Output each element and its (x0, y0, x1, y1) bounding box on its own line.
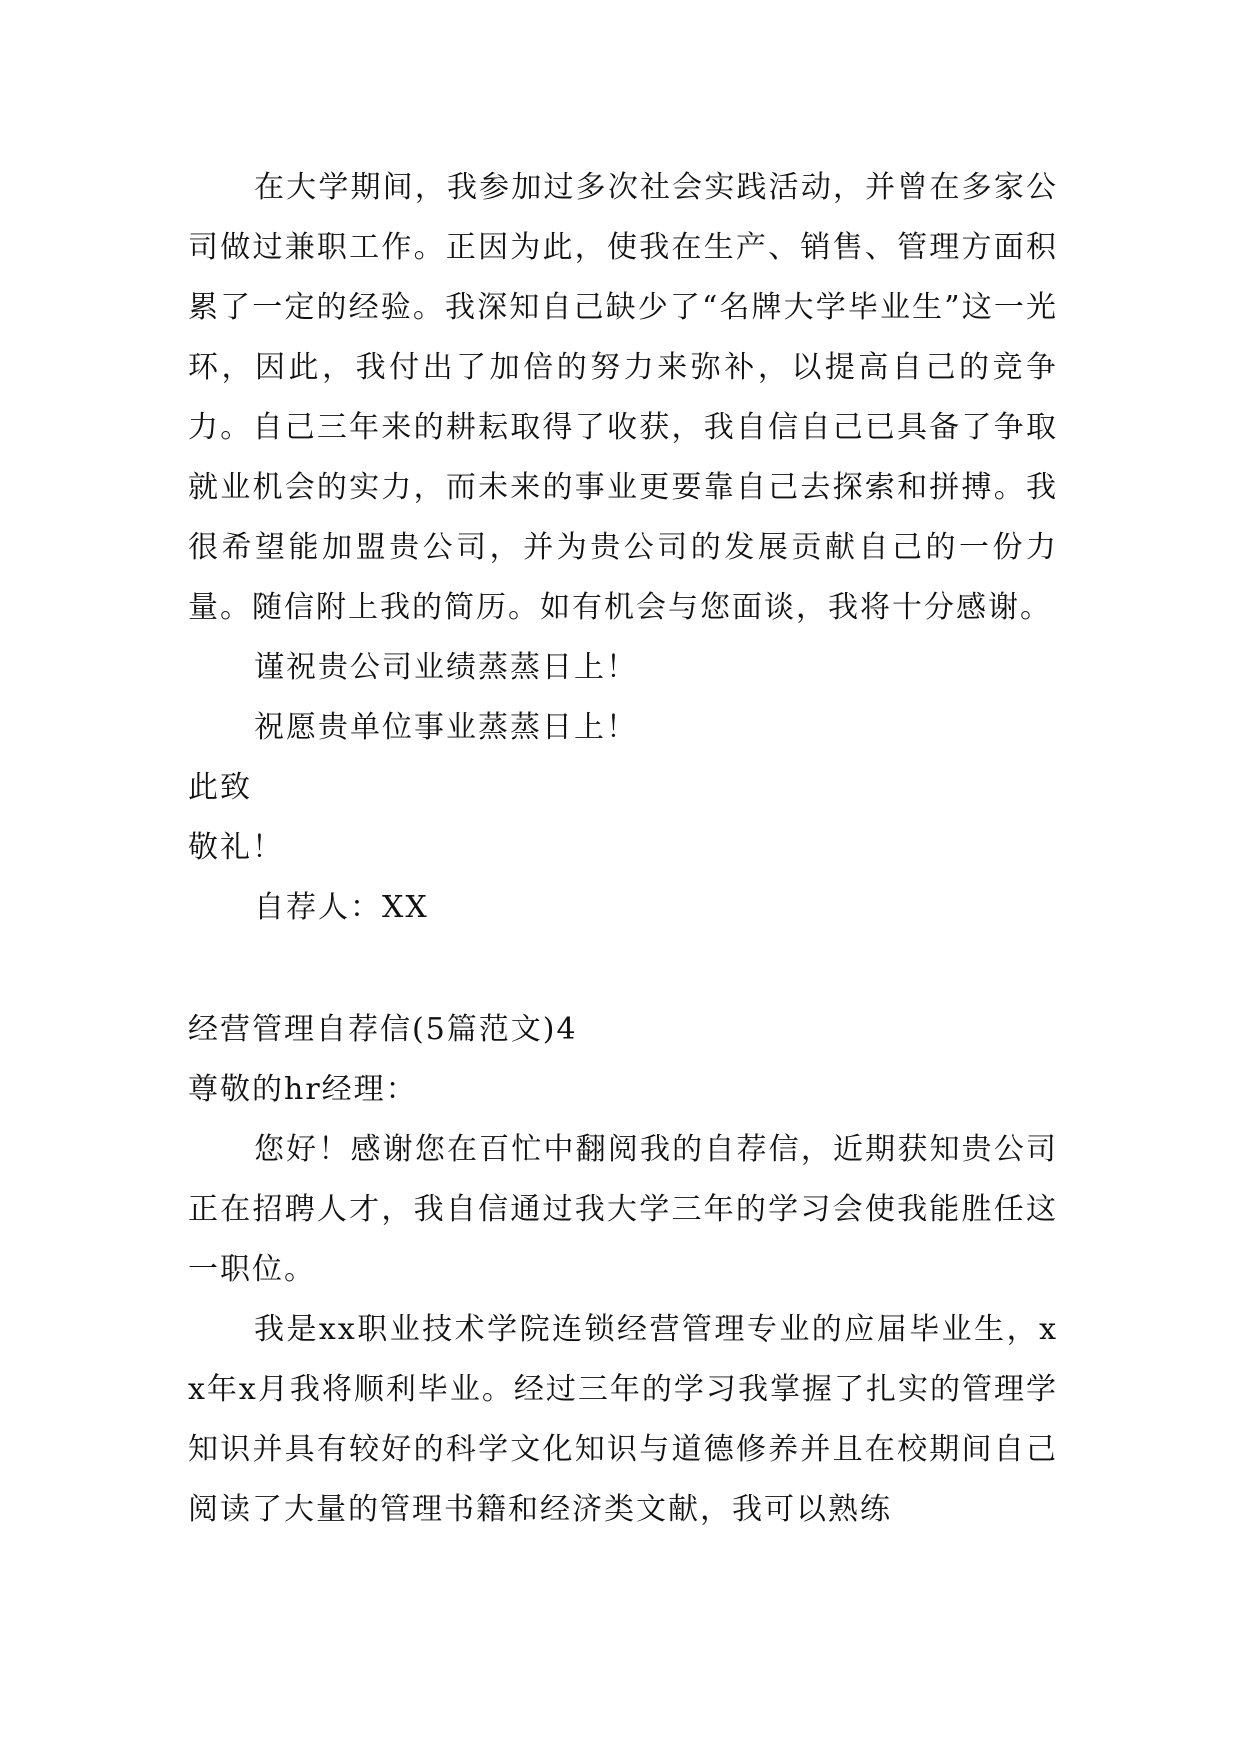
closing-wish: 谨祝贵公司业绩蒸蒸日上！ (254, 650, 638, 685)
document-body (188, 158, 1058, 1540)
signature: 自荐人：XX (254, 890, 429, 925)
closing-wish: 祝愿贵单位事业蒸蒸日上！ (254, 710, 638, 745)
section-title: 经营管理自荐信(5篇范文)4 (188, 1012, 578, 1047)
body-paragraph: 您好！感谢您在百忙中翻阅我的自荐信，近期获知贵公司正在招聘人才，我自信通过我大学三年的学习会使我能胜任这一职位。 (188, 1132, 1058, 1287)
salutation: 尊敬的hr经理： (188, 1072, 418, 1107)
body-paragraph: 在大学期间，我参加过多次社会实践活动，并曾在多家公司做过兼职工作。正因为此，使我在生产、销售、管理方面积累了一定的经验。我深知自己缺少了“名牌大学毕业生”这一光环，因此，我付出了加倍的努力来弥补，以提高自己的竞争力。自己三年来的耕耘取得了收获，我自信自己已具备了争取就业机会的实力，而未来的事业更要靠自己去探索和拼搏。我很希望能加盟贵公司，并为贵公司的发展贡献自己的一份力量。随信附上我的简历。如有机会与您面谈，我将十分感谢。 (188, 170, 1058, 625)
body-paragraph: 我是xx职业技术学院连锁经营管理专业的应届毕业生，xx年x月我将顺利毕业。经过三年的学习我掌握了扎实的管理学知识并具有较好的科学文化知识与道德修养并且在校期间自己阅读了大量的管理书籍和经济类文献，我可以熟练 (188, 1312, 1058, 1527)
closing-phrase: 此致 (188, 770, 252, 805)
closing-salute: 敬礼！ (188, 830, 284, 865)
